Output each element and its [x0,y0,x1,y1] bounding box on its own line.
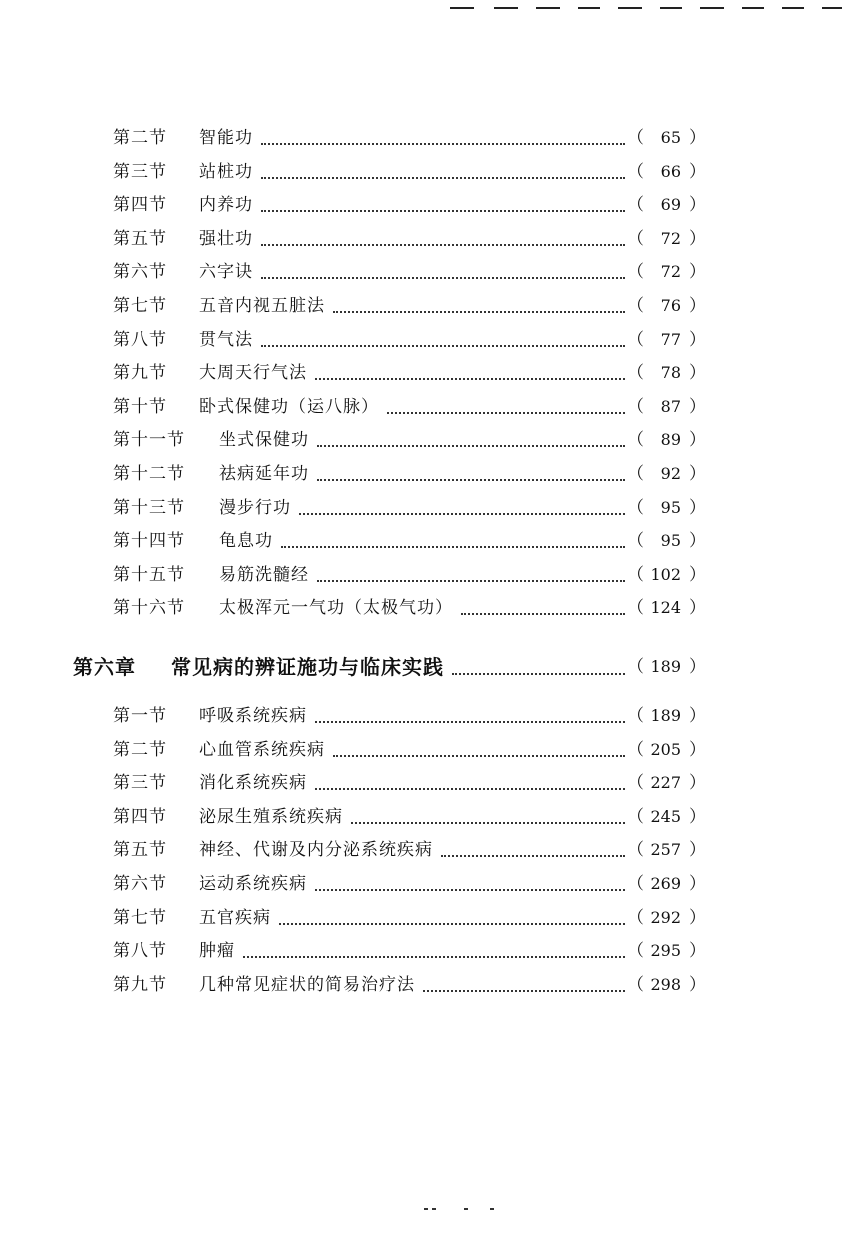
section-title: 神经、代谢及内分泌系统疾病 [199,840,433,861]
chapter-heading[interactable] [73,652,706,682]
section-number: 第一节 [113,706,167,726]
section-number: 第六节 [113,874,167,894]
dot-leader [387,410,625,414]
section-title: 坐式保健功 [219,430,309,451]
page-bracket-close: ） [689,262,706,283]
page-bracket-close: ） [689,329,706,350]
page-number: 87 [660,396,681,416]
page-bracket-open: （ [627,564,644,585]
toc-entry[interactable] [113,192,706,218]
page-bracket-open: （ [627,806,644,827]
section-title: 强壮功 [199,228,253,249]
section-title: 肿瘤 [199,941,235,962]
section-number: 第九节 [113,974,167,995]
section-number: 第四节 [113,806,167,827]
page-bracket-open: （ [627,296,644,316]
section-number: 第十五节 [113,564,185,585]
toc-entry[interactable] [113,972,706,998]
dash-mark [578,7,600,9]
toc-entry[interactable] [113,461,706,487]
page-bracket-open: （ [627,739,644,760]
page-number: 295 [650,941,681,961]
dot-leader [261,175,625,179]
page-number: 102 [650,564,681,584]
dot-leader [261,208,625,212]
dash-mark [450,7,474,9]
section-title: 祛病延年功 [219,464,309,484]
section-number: 第十六节 [113,598,185,619]
section-number: 第五节 [113,228,167,249]
page-number: 78 [660,363,681,383]
page-number: 95 [660,497,681,517]
dash-mark [782,7,804,9]
page-bracket-close: ） [689,430,706,451]
dash-mark [822,7,842,9]
footer-marks [420,1206,500,1212]
page-bracket-close: ） [689,128,706,148]
page-bracket-close: ） [689,907,706,928]
page-bracket-close: ） [689,195,706,216]
page-bracket-close: ） [689,598,706,619]
toc-entry[interactable] [113,871,706,897]
footer-dot [464,1208,468,1210]
toc-entry[interactable] [113,938,706,964]
section-title: 运动系统疾病 [199,874,307,894]
section-number: 第十三节 [113,497,185,518]
section-title: 呼吸系统疾病 [199,706,307,726]
toc-entry[interactable] [113,293,706,319]
page-bracket-open: （ [627,874,644,894]
section-title: 卧式保健功（运八脉） [199,396,379,417]
page-number: 89 [660,430,681,450]
page-bracket-open: （ [627,706,644,726]
page-number: 72 [660,262,681,282]
page-bracket-open: （ [627,396,644,417]
toc-entry[interactable] [113,562,706,588]
page-number: 72 [660,228,681,248]
page-bracket-close: ） [689,874,706,894]
page-bracket-close: ） [689,363,706,384]
page-bracket-close: ） [689,531,706,552]
page-bracket-close: ） [689,739,706,760]
page-bracket-close: ） [689,497,706,518]
page-bracket-open: （ [627,974,644,995]
section-title: 五音内视五脏法 [199,296,325,316]
dash-mark [618,7,642,9]
dash-mark [536,7,560,9]
section-title: 易筋洗髓经 [219,564,309,585]
dot-leader [279,921,625,925]
page-bracket-close: ） [689,564,706,585]
page-bracket-open: （ [627,657,644,677]
section-title: 五官疾病 [199,907,271,928]
section-number: 第十节 [113,396,167,417]
top-edge-dashes [448,0,844,14]
toc-entry[interactable] [113,159,706,185]
section-title: 消化系统疾病 [199,773,307,794]
page-bracket-close: ） [689,840,706,861]
page-bracket-open: （ [627,598,644,619]
page-bracket-close: ） [689,296,706,316]
footer-dot [490,1208,494,1210]
dot-leader [317,443,625,447]
dot-leader [261,141,625,145]
dot-leader [317,578,625,582]
section-title: 智能功 [199,128,253,148]
chapter-page-number: 189 [650,657,681,676]
chapter-title: 常见病的辨证施功与临床实践 [171,655,444,679]
page-number: 257 [650,840,681,860]
toc-entry[interactable] [113,125,706,151]
dot-leader [315,786,625,790]
page-number: 205 [650,739,681,759]
page-bracket-open: （ [627,497,644,518]
dot-leader [261,242,625,246]
page-bracket-open: （ [627,840,644,861]
page-bracket-open: （ [627,773,644,794]
page-number: 66 [660,161,681,181]
section-number: 第六节 [113,262,167,283]
page-bracket-close: ） [689,161,706,182]
page-number: 76 [660,296,681,315]
page-bracket-close: ） [689,773,706,794]
toc-entry[interactable] [113,327,706,353]
section-number: 第八节 [113,329,167,350]
toc-entry[interactable] [113,394,706,420]
page-number: 92 [660,464,681,483]
section-number: 第十二节 [113,464,185,484]
page-bracket-close: ） [689,806,706,827]
section-number: 第十四节 [113,531,185,552]
page-bracket-open: （ [627,195,644,216]
dot-leader [452,671,625,675]
section-number: 第二节 [113,739,167,760]
section-title: 泌尿生殖系统疾病 [199,806,343,827]
section-number: 第五节 [113,840,167,861]
dot-leader [423,988,625,992]
dot-leader [261,275,625,279]
page-bracket-open: （ [627,262,644,283]
dot-leader [333,309,625,313]
dot-leader [281,544,625,548]
dash-mark [742,7,764,9]
section-number: 第七节 [113,907,167,928]
dot-leader [261,343,625,347]
page-number: 77 [660,329,681,349]
dot-leader [317,477,625,481]
section-number: 第四节 [113,195,167,216]
page-number: 69 [660,195,681,215]
section-title: 漫步行功 [219,497,291,518]
dot-leader [351,820,625,824]
section-title: 站桩功 [199,161,253,182]
page-number: 227 [650,773,681,793]
toc-entry[interactable] [113,495,706,521]
toc-entry[interactable] [113,737,706,763]
dot-leader [315,719,625,723]
toc-entry[interactable] [113,360,706,386]
dot-leader [299,511,625,515]
section-number: 第二节 [113,128,167,148]
page-number: 269 [650,874,681,893]
dash-mark [700,7,724,9]
footer-dot [432,1208,436,1210]
dot-leader [243,954,625,958]
section-number: 第三节 [113,773,167,794]
dot-leader [315,887,625,891]
page-number: 245 [650,806,681,826]
section-number: 第三节 [113,161,167,182]
footer-dot [424,1208,428,1210]
section-number: 第八节 [113,941,167,962]
section-number: 第九节 [113,363,167,384]
page-number: 124 [650,598,681,618]
section-title: 几种常见症状的简易治疗法 [199,974,415,995]
toc-entry[interactable] [113,804,706,830]
toc-entry[interactable] [113,595,706,621]
toc-entry[interactable] [113,528,706,554]
section-title: 贯气法 [199,329,253,350]
page-bracket-close: ） [689,974,706,995]
page-bracket-close: ） [689,941,706,962]
page-bracket-open: （ [627,941,644,962]
section-title: 太极浑元一气功（太极气功） [219,598,453,619]
page-bracket-open: （ [627,531,644,552]
section-title: 内养功 [199,195,253,216]
page-bracket-open: （ [627,363,644,384]
page-bracket-close: ） [689,228,706,249]
page-bracket-close: ） [689,396,706,417]
page-number: 189 [650,706,681,725]
toc-entry[interactable] [113,226,706,252]
dot-leader [441,853,625,857]
page-bracket-open: （ [627,228,644,249]
dash-mark [660,7,682,9]
page-bracket-open: （ [627,128,644,148]
page-bracket-open: （ [627,161,644,182]
page-number: 292 [650,907,681,927]
dot-leader [333,753,625,757]
toc-entry[interactable] [113,703,706,729]
page-bracket-close: ） [689,706,706,726]
section-title: 大周天行气法 [199,363,307,384]
page-number: 95 [660,531,681,551]
page-bracket-open: （ [627,464,644,484]
page-bracket-open: （ [627,430,644,451]
dot-leader [315,376,625,380]
page-number: 298 [650,974,681,994]
section-title: 龟息功 [219,531,273,552]
page-number: 65 [660,128,681,147]
page-bracket-open: （ [627,907,644,928]
page-bracket-close: ） [689,657,706,677]
toc-entry[interactable] [113,770,706,796]
section-title: 六字诀 [199,262,253,283]
toc-entry[interactable] [113,837,706,863]
section-number: 第七节 [113,296,167,316]
chapter-number: 第六章 [73,655,136,679]
dot-leader [461,611,625,615]
toc-entry[interactable] [113,427,706,453]
section-number: 第十一节 [113,430,185,451]
page-bracket-open: （ [627,329,644,350]
toc-entry[interactable] [113,259,706,285]
toc-entry[interactable] [113,905,706,931]
section-title: 心血管系统疾病 [199,739,325,760]
page-bracket-close: ） [689,464,706,484]
dash-mark [494,7,518,9]
